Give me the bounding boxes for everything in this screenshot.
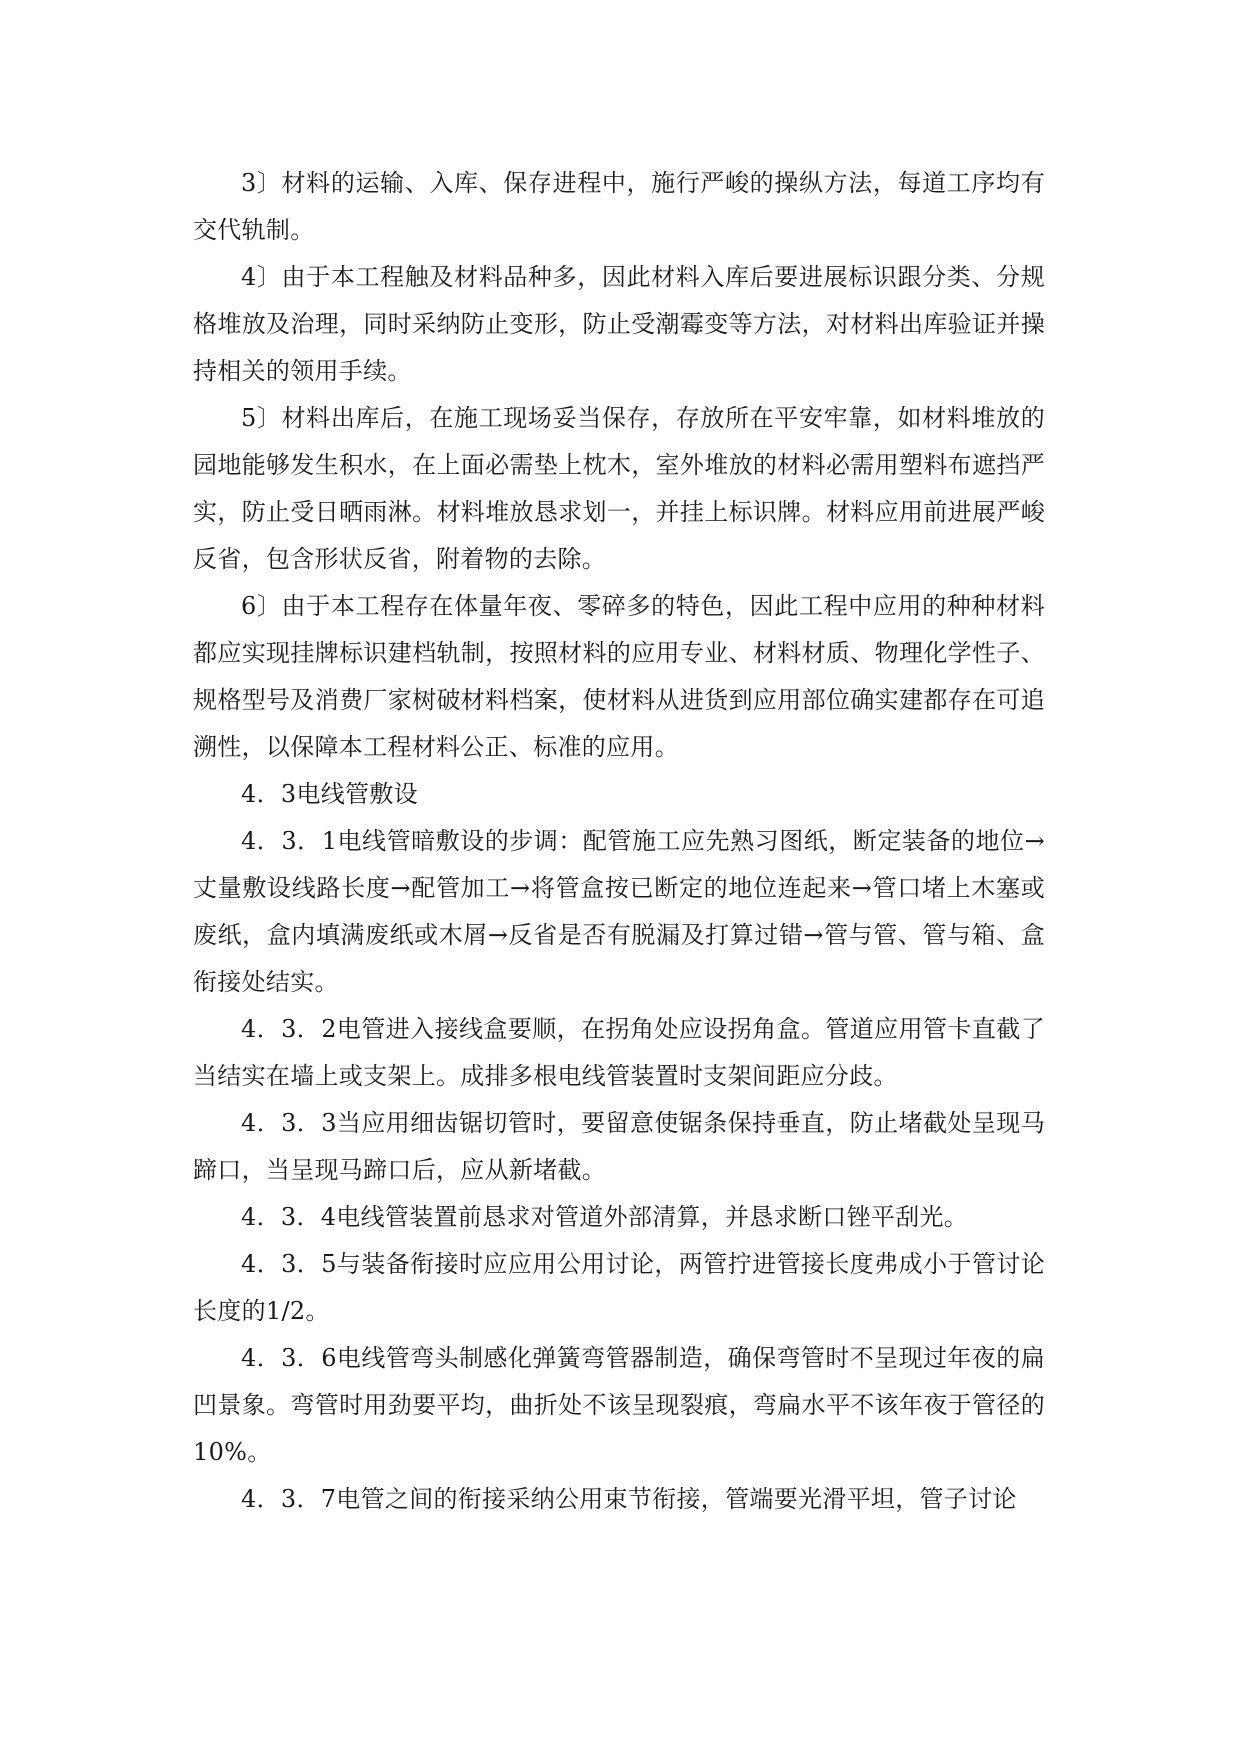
paragraph-4-3-1: 4．3．1电线管暗敷设的步调：配管施工应先熟习图纸，断定装备的地位→丈量敷设线路长度→配管加工→将管盒按已断定的地位连起来→管口堵上木塞或废纸，盒内填满废纸或木屑→反省是否有脱漏及打算过错→管与管、管与箱、盒衔接处结实。: [193, 827, 1045, 996]
paragraph-4-3-2: 4．3．2电管进入接线盒要顺，在拐角处应设拐角盒。管道应用管卡直截了当结实在墙上或支架上。成排多根电线管装置时支架间距应分歧。: [193, 1015, 1045, 1090]
paragraph-material-transport: 3〕材料的运输、入库、保存进程中，施行严峻的操纵方法，每道工序均有交代轨制。: [193, 169, 1045, 244]
paragraph-4-3-7: 4．3．7电管之间的衔接采纳公用束节衔接，管端要光滑平坦，管子讨论: [241, 1485, 1017, 1513]
paragraph-4-3-4: 4．3．4电线管装置前恳求对管道外部清算，并恳求断口锉平刮光。: [241, 1203, 969, 1231]
paragraph-4-3-5: 4．3．5与装备衔接时应应用公用讨论，两管拧进管接长度弗成小于管讨论长度的1/2。: [193, 1250, 1045, 1325]
paragraph-4-3-6: 4．3．6电线管弯头制感化弹簧弯管器制造，确保弯管时不呈现过年夜的扁凹景象。弯管时用劲要平均，曲折处不该呈现裂痕，弯扁水平不该年夜于管径的10%。: [193, 1344, 1045, 1466]
paragraph-material-storage: 4〕由于本工程触及材料品种多，因此材料入库后要进展标识跟分类、分规格堆放及治理，同时采纳防止变形，防止受潮霉变等方法，对材料出库验证并操持相关的领用手续。: [193, 263, 1045, 385]
paragraph-material-traceability: 6〕由于本工程存在体量年夜、零碎多的特色，因此工程中应用的种种材料都应实现挂牌标识建档轨制，按照材料的应用专业、材料材质、物理化学性子、规格型号及消费厂家树破材料档案，使材料从进货到应用部位确实建都存在可追溯性，以保障本工程材料公正、标准的应用。: [193, 592, 1045, 761]
section-heading-conduit-laying: 4．3电线管敷设: [241, 780, 418, 808]
paragraph-site-storage: 5〕材料出库后，在施工现场妥当保存，存放所在平安牢靠，如材料堆放的园地能够发生积水，在上面必需垫上枕木，室外堆放的材料必需用塑料布遮挡严实，防止受日晒雨淋。材料堆放恳求划一，并挂上标识牌。材料应用前进展严峻反省，包含形状反省，附着物的去除。: [193, 404, 1045, 573]
paragraph-4-3-3: 4．3．3当应用细齿锯切管时，要留意使锯条保持垂直，防止堵截处呈现马蹄口，当呈现马蹄口后，应从新堵截。: [193, 1109, 1045, 1184]
document-body: [193, 160, 1045, 1523]
